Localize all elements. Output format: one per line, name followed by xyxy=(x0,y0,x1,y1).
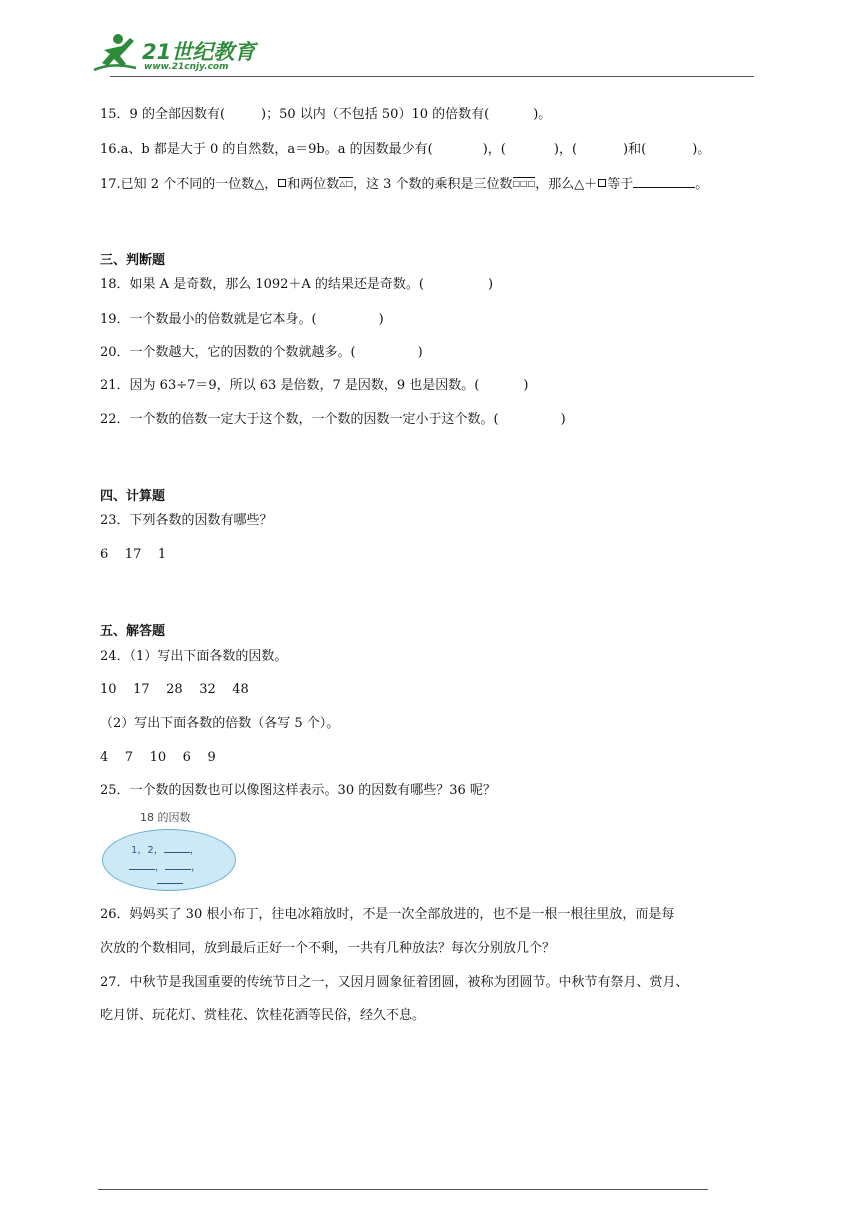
square-symbol-icon xyxy=(598,179,606,187)
q18-close: ) xyxy=(488,277,494,292)
runner-logo-icon xyxy=(92,32,140,76)
bubble-blank[interactable] xyxy=(157,874,183,884)
question-21 xyxy=(100,377,528,395)
factors-bubble-figure xyxy=(100,807,240,893)
q22-close: ) xyxy=(560,412,566,427)
q15-text-a: 15．9 的全部因数有( xyxy=(100,107,226,122)
q17-text-b: 和两位数 xyxy=(287,177,340,192)
q15-text-c: )。 xyxy=(533,107,552,122)
q17-three-digit-number: □□□ xyxy=(512,179,536,188)
section-heading-solve: 五、解答题 xyxy=(100,624,166,639)
q17-text-e: 等于 xyxy=(607,177,634,192)
q17-text-a: 17.已知 2 个不同的一位数△， xyxy=(100,177,278,192)
question-24-numbers-2: 4 7 10 6 9 xyxy=(100,750,216,765)
question-18 xyxy=(100,276,493,294)
question-27-line-1: 27．中秋节是我国重要的传统节日之一，又因月圆象征着团圆，被称为团圆节。中秋节有祭月、赏月、 xyxy=(100,975,689,990)
site-logo xyxy=(92,32,262,80)
question-15 xyxy=(100,106,551,124)
q18-text: 18．如果 A 是奇数，那么 1092＋A 的结果还是奇数。( xyxy=(100,277,425,292)
brand-url: www.21cnjy.com xyxy=(144,62,229,72)
brand-name: 21世纪教育 xyxy=(142,40,256,64)
q17-two-digit-number: △□ xyxy=(339,179,353,188)
q17-text-f: 。 xyxy=(695,177,709,192)
footer-divider xyxy=(98,1189,708,1190)
bubble-sep: ， xyxy=(155,862,165,873)
bubble-sep: ， xyxy=(189,845,200,856)
question-25: 25．一个数的因数也可以像图这样表示。30 的因数有哪些？36 呢？ xyxy=(100,783,496,798)
factors-bubble xyxy=(102,829,236,891)
bubble-title: 18 的因数 xyxy=(140,811,191,824)
question-24: 24．（1）写出下面各数的因数。 xyxy=(100,649,288,664)
question-27-line-2: 吃月饼、玩花灯、赏桂花、饮桂花酒等民俗，经久不息。 xyxy=(100,1008,426,1023)
question-24-numbers-1: 10 17 28 32 48 xyxy=(100,682,249,697)
bubble-blank[interactable] xyxy=(129,860,155,870)
bubble-row-1-text: 1，2， xyxy=(131,845,164,856)
question-20 xyxy=(100,344,423,362)
section-heading-judgement: 三、判断题 xyxy=(100,253,166,268)
question-17 xyxy=(100,175,708,194)
q22-text: 22．一个数的倍数一定大于这个数，一个数的因数一定小于这个数。( xyxy=(100,412,499,427)
q15-text-b: )；50 以内（不包括 50）10 的倍数有( xyxy=(261,107,490,122)
bubble-blank[interactable] xyxy=(164,843,190,853)
q21-close: ) xyxy=(523,378,529,393)
question-19 xyxy=(100,311,384,329)
bubble-row-2 xyxy=(129,858,201,873)
square-symbol-icon xyxy=(278,179,286,187)
question-16 xyxy=(100,141,710,159)
section-heading-calculation: 四、计算题 xyxy=(100,489,166,504)
q17-text-d: ，那么△＋ xyxy=(535,177,598,192)
q16-text-d: )和( xyxy=(623,142,647,157)
bubble-sep: ， xyxy=(191,862,201,873)
bubble-blank[interactable] xyxy=(165,860,191,870)
question-24-part-2: （2）写出下面各数的倍数（各写 5 个）。 xyxy=(100,716,340,731)
question-23: 23．下列各数的因数有哪些？ xyxy=(100,513,273,528)
q16-text-b: )，( xyxy=(482,142,506,157)
q19-close: ) xyxy=(378,312,384,327)
bubble-row-1 xyxy=(131,841,200,856)
q19-text: 19．一个数最小的倍数就是它本身。( xyxy=(100,312,317,327)
question-23-numbers: 6 17 1 xyxy=(100,547,167,562)
question-26-line-2: 次放的个数相同，放到最后正好一个不剩，一共有几种放法？每次分别放几个？ xyxy=(100,941,556,956)
q17-text-c: ，这 3 个数的乘积是三位数 xyxy=(352,177,513,192)
q20-close: ) xyxy=(417,345,423,360)
q16-text-c: )，( xyxy=(553,142,578,157)
q16-text-e: )。 xyxy=(692,142,711,157)
q20-text: 20．一个数越大，它的因数的个数就越多。( xyxy=(100,345,356,360)
q21-text: 21．因为 63÷7＝9，所以 63 是倍数，7 是因数，9 也是因数。( xyxy=(100,378,480,393)
question-26-line-1: 26．妈妈买了 30 根小布丁，往电冰箱放时，不是一次全部放进的，也不是一根一根往里放，而是每 xyxy=(100,907,675,922)
question-22 xyxy=(100,411,566,429)
bubble-row-3 xyxy=(157,874,183,887)
header-divider xyxy=(110,76,754,77)
q17-answer-blank[interactable] xyxy=(633,175,695,188)
q16-text-a: 16.a、b 都是大于 0 的自然数，a＝9b。a 的因数最少有( xyxy=(100,142,433,157)
